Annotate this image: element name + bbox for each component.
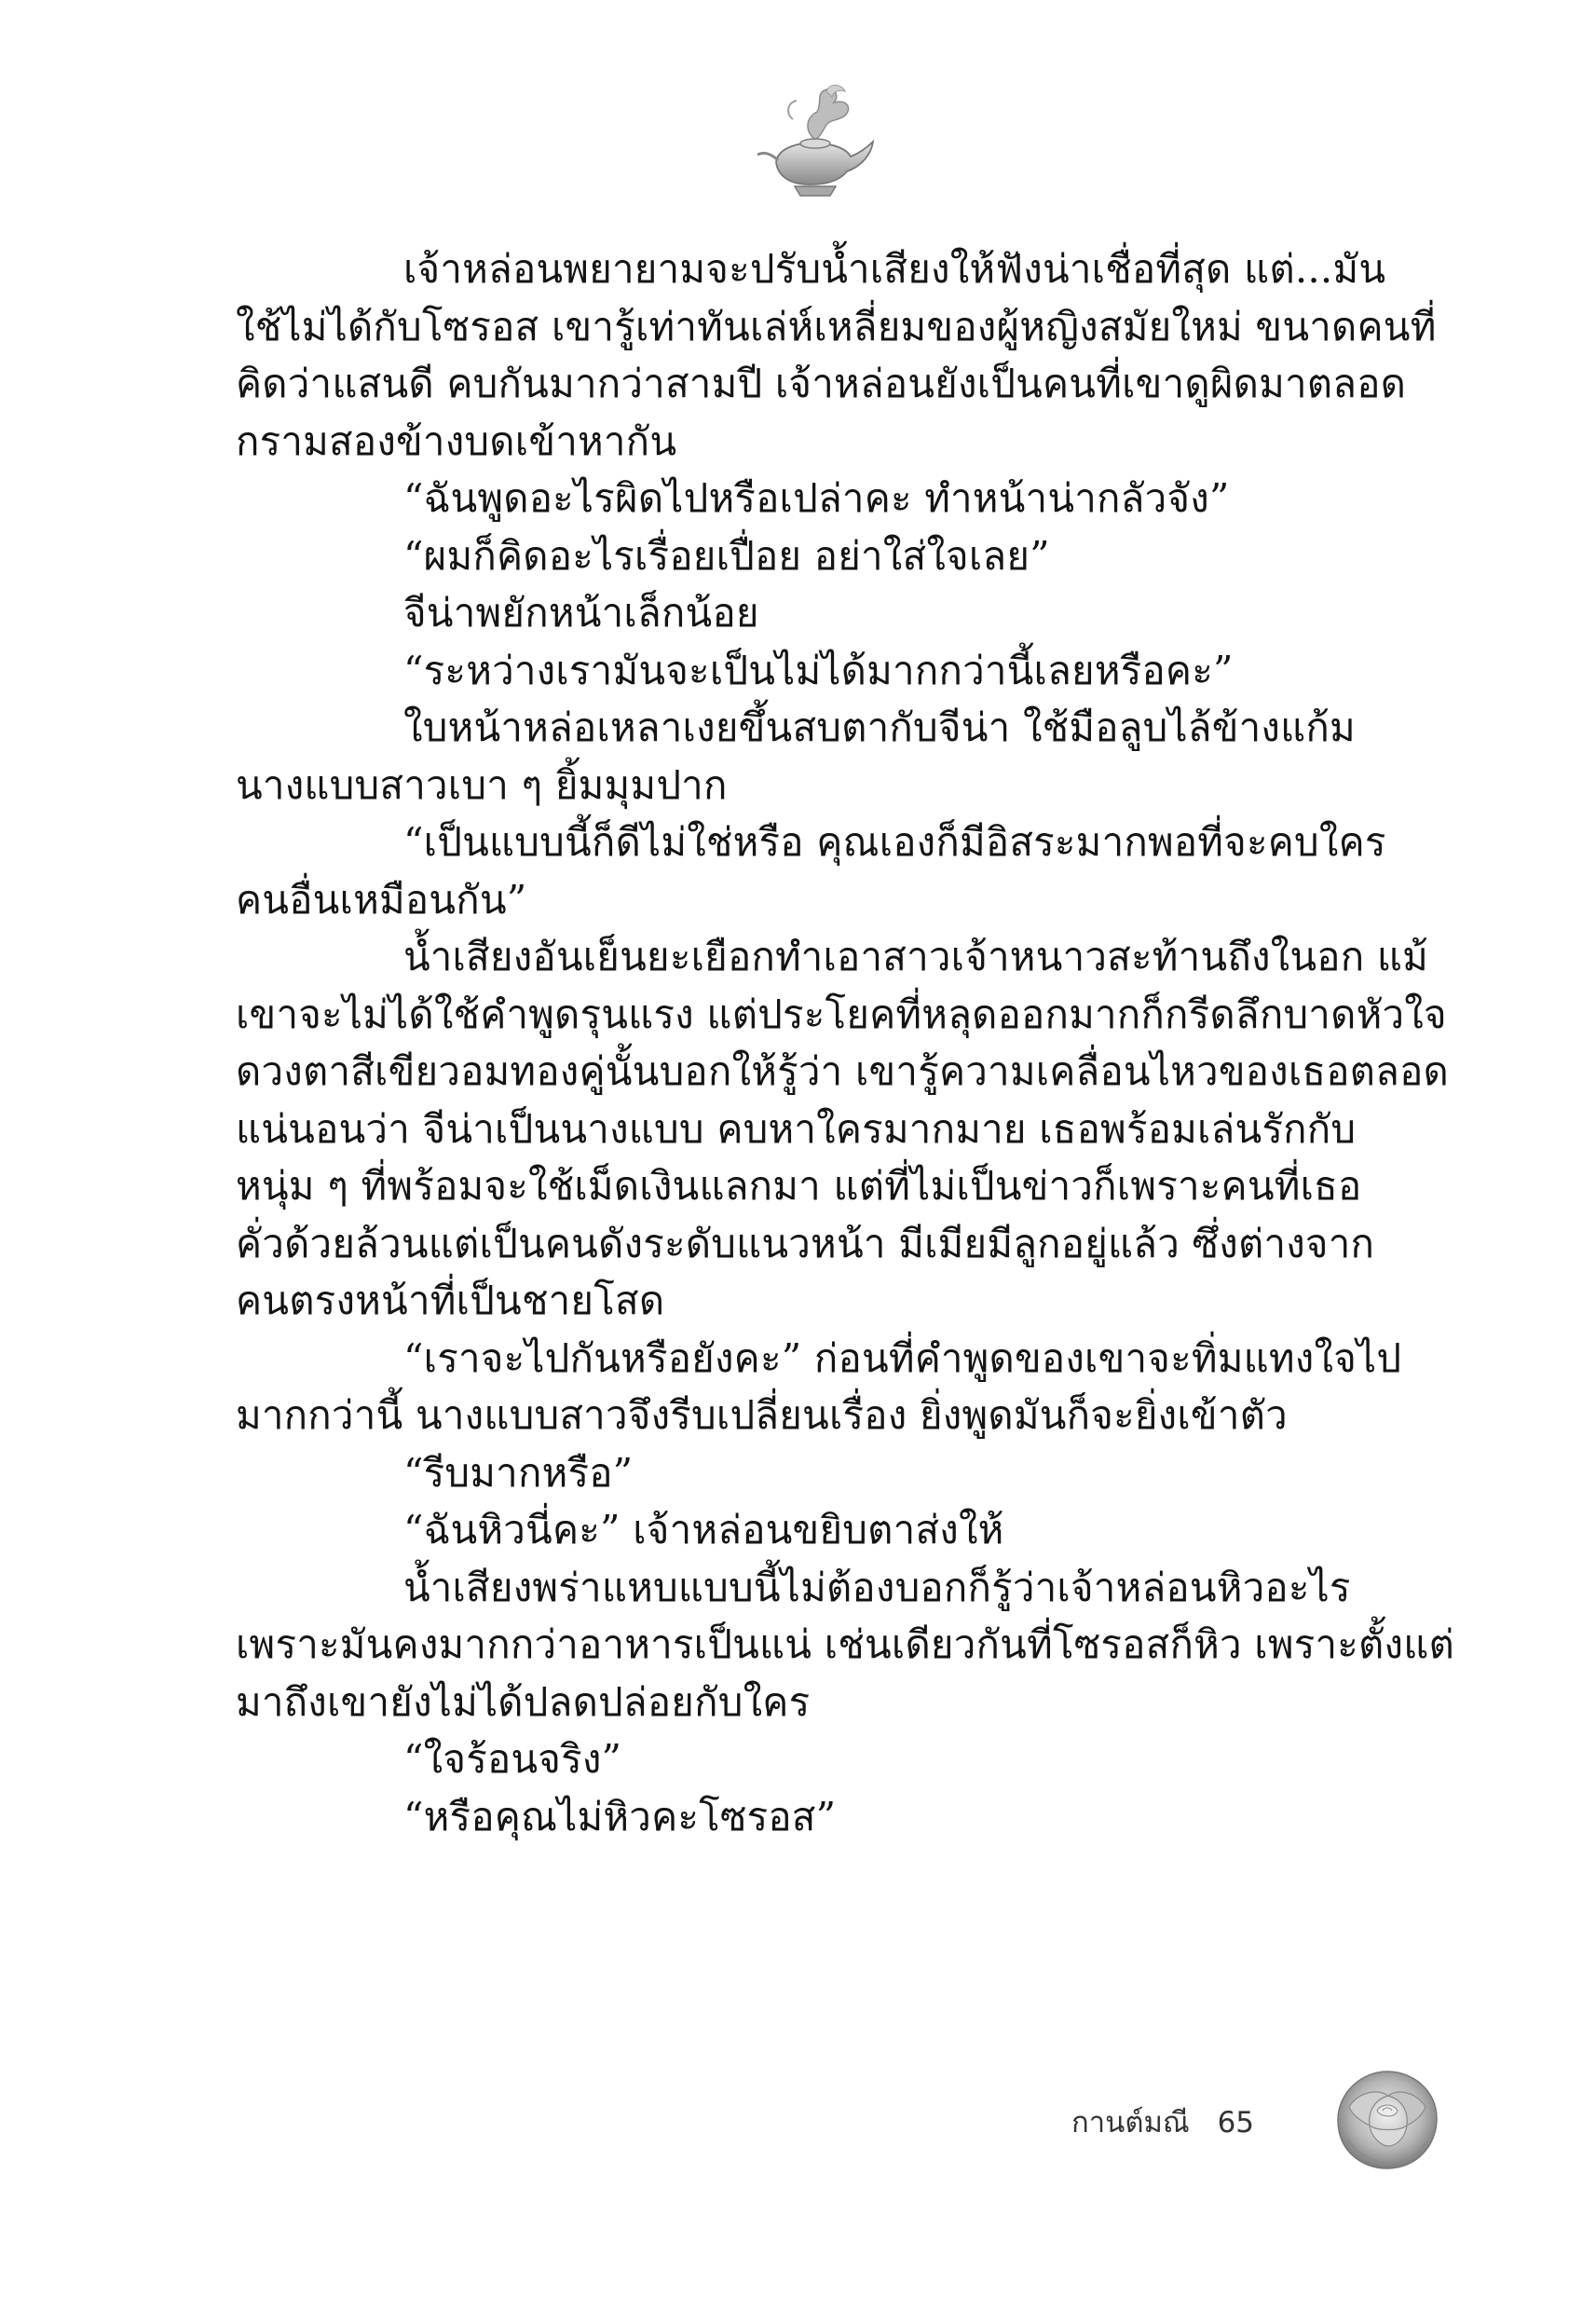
- paragraph-line: คนอื่นเหมือนกัน”: [236, 876, 527, 923]
- paragraph-first-line: เจ้าหล่อนพยายามจะปรับน้ำเสียงให้ฟังน่าเชื่อที่สุด แต่...มัน: [403, 246, 1386, 292]
- page-number: 65: [1217, 2106, 1255, 2140]
- paragraph-first-line: “เราจะไปกันหรือยังคะ” ก่อนที่คำพูดของเขาจะทิ่มแทงใจไป: [403, 1334, 1402, 1381]
- paragraph-first-line: จีน่าพยักหน้าเล็กน้อย: [403, 590, 759, 636]
- paragraph-first-line: “ฉันหิวนี่คะ” เจ้าหล่อนขยิบตาส่งให้: [403, 1507, 1004, 1552]
- paragraph-line: ดวงตาสีเขียวอมทองคู่นั้นบอกให้รู้ว่า เขารู้ความเคลื่อนไหวของเธอตลอด: [236, 1048, 1449, 1094]
- paragraph-first-line: “หรือคุณไม่หิวคะโซรอส”: [403, 1793, 837, 1839]
- paragraph-line: มากกว่านี้ นางแบบสาวจึงรีบเปลี่ยนเรื่อง ยิ่งพูดมันก็จะยิ่งเข้าตัว: [236, 1392, 1288, 1438]
- paragraph-line: เขาจะไม่ได้ใช้คำพูดรุนแรง แต่ประโยคที่หลุดออกมากก็กรีดลึกบาดหัวใจ: [236, 991, 1447, 1037]
- paragraph-first-line: ใบหน้าหล่อเหลาเงยขึ้นสบตากับจีน่า ใช้มือลูบไล้ข้างแก้ม: [403, 704, 1356, 750]
- paragraph-line: ใช้ไม่ได้กับโซรอส เขารู้เท่าทันเล่ห์เหลี่ยมของผู้หญิงสมัยใหม่ ขนาดคนที่: [236, 303, 1437, 349]
- page-footer: [1071, 2095, 1254, 2151]
- body-text: [236, 240, 1454, 1845]
- paragraph-first-line: “ผมก็คิดอะไรเรื่อยเปื่อย อย่าใส่ใจเลย”: [403, 532, 1050, 579]
- paragraph-first-line: “ใจร้อนจริง”: [403, 1736, 622, 1782]
- paragraph-line: คิดว่าแสนดี คบกันมากว่าสามปี เจ้าหล่อนยังเป็นคนที่เขาดูผิดมาตลอด: [236, 361, 1407, 406]
- paragraph-first-line: “รีบมากหรือ”: [403, 1449, 634, 1496]
- paragraph-first-line: “ฉันพูดอะไรผิดไปหรือเปล่าคะ ทำหน้าน่ากลัวจัง”: [403, 475, 1230, 521]
- paragraph-line: แน่นอนว่า จีน่าเป็นนางแบบ คบหาใครมากมาย เธอพร้อมเล่นรักกับ: [236, 1105, 1357, 1152]
- paragraph-line: เพราะมันคงมากกว่าอาหารเป็นแน่ เช่นเดียวกันที่โซรอสก็หิว เพราะตั้งแต่: [236, 1621, 1454, 1667]
- rose-icon: [1330, 2064, 1444, 2176]
- paragraph-line: คั่วด้วยล้วนแต่เป็นคนดังระดับแนวหน้า มีเมียมีลูกอยู่แล้ว ซึ่งต่างจาก: [236, 1220, 1375, 1266]
- genie-lamp-cupid-icon: [750, 82, 880, 203]
- paragraph-line: หนุ่ม ๆ ที่พร้อมจะใช้เม็ดเงินแลกมา แต่ที่ไม่เป็นข่าวก็เพราะคนที่เธอ: [236, 1163, 1362, 1209]
- paragraph-line: คนตรงหน้าที่เป็นชายโสด: [236, 1278, 665, 1323]
- paragraph-line: กรามสองข้างบดเข้าหากัน: [236, 417, 677, 464]
- paragraph-first-line: น้ำเสียงพร่าแหบแบบนี้ไม่ต้องบอกก็รู้ว่าเจ้าหล่อนหิวอะไร: [403, 1564, 1351, 1610]
- book-title: กานต์มณี: [1071, 2106, 1190, 2140]
- paragraph-first-line: “เป็นแบบนี้ก็ดีไม่ใช่หรือ คุณเองก็มีอิสระมากพอที่จะคบใคร: [403, 819, 1386, 865]
- paragraph-first-line: “ระหว่างเรามันจะเป็นไม่ได้มากกว่านี้เลยหรือคะ”: [403, 647, 1234, 693]
- paragraph-first-line: น้ำเสียงอันเย็นยะเยือกทำเอาสาวเจ้าหนาวสะท้านถึงในอก แม้: [403, 934, 1429, 979]
- paragraph-line: มาถึงเขายังไม่ได้ปลดปล่อยกับใคร: [236, 1678, 811, 1725]
- paragraph-line: นางแบบสาวเบา ๆ ยิ้มมุมปาก: [236, 761, 728, 808]
